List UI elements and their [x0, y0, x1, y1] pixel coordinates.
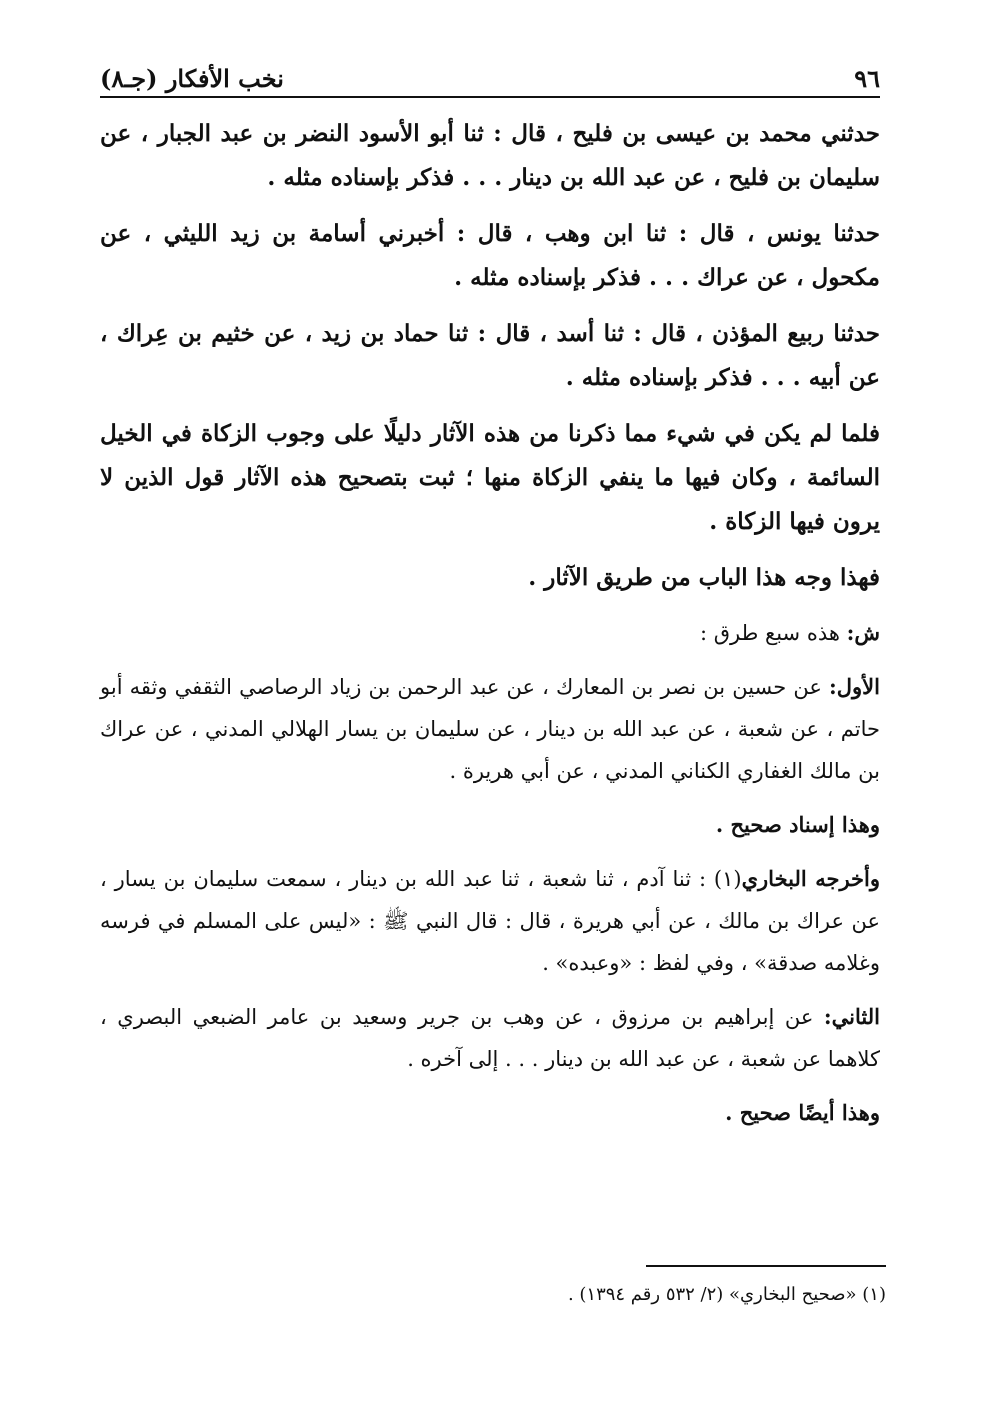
- hadith-chain-paragraph: حدثني محمد بن عيسى بن فليح ، قال : ثنا أبو الأسود النضر بن عبد الجبار ، عن سليمان بن فليح ، عن عبد الله بن دينار . . . فذكر بإسناده مثله .: [100, 120, 880, 191]
- book-title: نخب الأفكار (جـ٨): [100, 64, 284, 93]
- hadith-chain-paragraph: حدثنا يونس ، قال : ثنا ابن وهب ، قال : أخبرني أسامة بن زيد الليثي ، عن مكحول ، عن عراك . . . فذكر بإسناده مثله .: [100, 220, 880, 291]
- hadith-chain-paragraph: حدثنا ربيع المؤذن ، قال : ثنا أسد ، قال : ثنا حماد بن زيد ، عن خثيم بن عِراك ، عن أبيه . . . فذكر بإسناده مثله .: [100, 320, 880, 391]
- footnote: (١) «صحيح البخاري» (٢/ ٥٣٢ رقم ١٣٩٤) .: [567, 1284, 886, 1305]
- footnote-divider: [646, 1265, 886, 1267]
- page-number: ٩٦: [854, 64, 880, 93]
- grading-statement: وهذا أيضًا صحيح .: [725, 1100, 880, 1125]
- section-summary: فهذا وجه هذا الباب من طريق الآثار .: [528, 564, 880, 591]
- page-body: [100, 112, 880, 1134]
- commentary-first-route: الأول: عن حسين بن نصر بن المعارك ، عن عبد الرحمن بن زياد الرصاصي الثقفي وثقه أبو حاتم ، عن شعبة ، عن عبد الله بن دينار ، عن سليمان بن يسار الهلالي المدني ، عن عراك بن مالك الغفاري الكناني المدني ، عن أبي هريرة .: [100, 674, 880, 783]
- book-page: [100, 60, 880, 1146]
- conclusion-paragraph: فلما لم يكن في شيء مما ذكرنا من هذه الآثار دليلًا على وجوب الزكاة في الخيل السائمة ، وكان فيها ما ينفي الزكاة منها ؛ ثبت بتصحيح هذه الآثار قول الذين لا يرون فيها الزكاة .: [100, 420, 880, 535]
- grading-statement: وهذا إسناد صحيح .: [715, 812, 880, 837]
- commentary-intro: ش: هذه سبع طرق :: [700, 620, 880, 645]
- bukhari-takhrij: وأخرجه البخاري(١) : ثنا آدم ، ثنا شعبة ، ثنا عبد الله بن دينار ، سمعت سليمان بن يسار ، عن عراك بن مالك ، عن أبي هريرة ، قال : قال النبي ﷺ : «ليس على المسلم في فرسه وغلامه صدقة» ، وفي لفظ : «وعبده» .: [100, 866, 881, 975]
- commentary-second-route: الثاني: عن إبراهيم بن مرزوق ، عن وهب بن جرير وسعيد بن عامر الضبعي البصري ، كلاهما عن شعبة ، عن عبد الله بن دينار . . . إلى آخره .: [100, 1004, 880, 1071]
- page-header: [100, 60, 880, 98]
